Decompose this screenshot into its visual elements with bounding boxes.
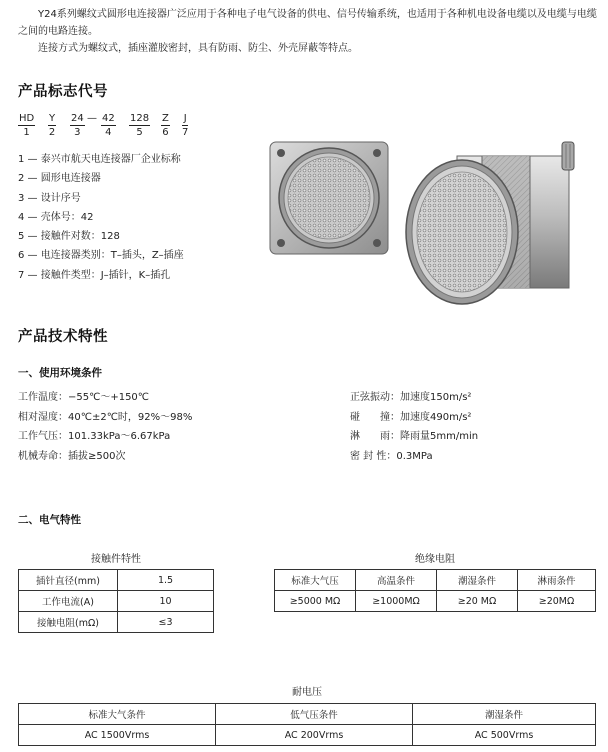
code-seg-1: HD 1	[19, 113, 35, 138]
connector-photo	[262, 138, 592, 318]
plug-image	[406, 142, 574, 304]
code-seg-6: Z 6	[162, 113, 169, 138]
code-seg-4: 42 4	[102, 113, 115, 138]
code-dash: —	[87, 113, 97, 124]
table-cell: 1.5	[118, 570, 214, 591]
table-header-cell: 潮湿条件	[413, 704, 596, 725]
table-cell: 10	[118, 591, 214, 612]
voltage-table-caption: 耐电压	[292, 687, 322, 698]
table-cell: AC 200Vrms	[216, 725, 413, 746]
table-row	[19, 570, 214, 591]
table-header-cell: 标准大气条件	[19, 704, 216, 725]
env-item: 碰 撞：加速度490m/s²	[350, 411, 472, 423]
insulation-table	[274, 569, 596, 612]
env-item: 正弦振动：加速度150m/s²	[350, 392, 472, 403]
table-cell: 工作电流(A)	[19, 591, 118, 612]
legend-item: 5 — 接触件对数：128	[18, 231, 120, 243]
env-item: 密 封 性：0.3MPa	[350, 450, 433, 462]
table-cell: ≤3	[118, 612, 214, 633]
env-item: 工作温度：−55℃～+150℃	[18, 392, 150, 403]
table-cell: AC 1500Vrms	[19, 725, 216, 746]
env-title: 一、使用环境条件	[18, 367, 102, 379]
code-seg-7: J 7	[182, 113, 189, 138]
table-cell: ≥20 MΩ	[437, 591, 518, 612]
code-legend	[18, 150, 184, 285]
legend-item: 4 — 壳体号：42	[18, 211, 94, 223]
contact-table-caption: 接触件特性	[91, 554, 141, 565]
env-item: 机械寿命：插拔≥500次	[18, 450, 126, 462]
table-header-cell: 标准大气压	[275, 570, 356, 591]
table-header-row	[19, 704, 596, 725]
legend-item: 2 — 圆形电连接器	[18, 173, 101, 185]
legend-item: 7 — 接触件类型：J–插针，K–插孔	[18, 269, 171, 281]
table-cell: ≥20MΩ	[518, 591, 596, 612]
insulation-table-caption: 绝缘电阻	[415, 554, 455, 565]
table-cell: 接触电阻(mΩ)	[19, 612, 118, 633]
contact-table	[18, 569, 214, 633]
tech-title: 产品技术特性	[18, 329, 108, 345]
table-header-cell: 淋雨条件	[518, 570, 596, 591]
table-row	[19, 725, 596, 746]
table-cell: 插针直径(mm)	[19, 570, 118, 591]
intro-paragraph	[18, 6, 600, 57]
env-conditions-left	[18, 388, 192, 466]
code-seg-2: Y 2	[48, 113, 56, 138]
intro-line-1: Y24系列螺纹式圆形电连接器广泛应用于各种电子电气设备的供电、信号传输系统，也适用于各种机电设备电缆以及电缆与电缆之间的电路连接。	[18, 9, 597, 37]
marking-title: 产品标志代号	[18, 84, 108, 100]
legend-item: 1 — 泰兴市航天电连接器厂企业标称	[18, 154, 181, 165]
voltage-table	[18, 703, 596, 746]
env-item: 相对湿度：40℃±2℃时，92%～98%	[18, 411, 193, 423]
table-header-cell: 高温条件	[356, 570, 437, 591]
legend-item: 3 — 设计序号	[18, 192, 81, 204]
code-seg-3: 24 3	[71, 113, 84, 138]
table-row	[275, 591, 596, 612]
env-item: 工作气压：101.33kPa～6.67kPa	[18, 431, 171, 442]
intro-line-2: 连接方式为螺纹式，插座灌胶密封，具有防雨、防尘、外壳屏蔽等特点。	[38, 43, 358, 54]
receptacle-image	[270, 142, 388, 254]
env-conditions-right	[350, 388, 478, 466]
elec-title: 二、电气特性	[18, 514, 81, 526]
table-cell: ≥1000MΩ	[356, 591, 437, 612]
legend-item: 6 — 电连接器类别：T–插头，Z–插座	[18, 250, 184, 262]
table-header-cell: 潮湿条件	[437, 570, 518, 591]
code-seg-5: 128 5	[130, 113, 150, 138]
table-cell: AC 500Vrms	[413, 725, 596, 746]
table-header-cell: 低气压条件	[216, 704, 413, 725]
env-item: 淋 雨：降雨量5mm/min	[350, 431, 479, 442]
table-row	[19, 612, 214, 633]
table-row	[19, 591, 214, 612]
table-cell: ≥5000 MΩ	[275, 591, 356, 612]
table-header-row	[275, 570, 596, 591]
